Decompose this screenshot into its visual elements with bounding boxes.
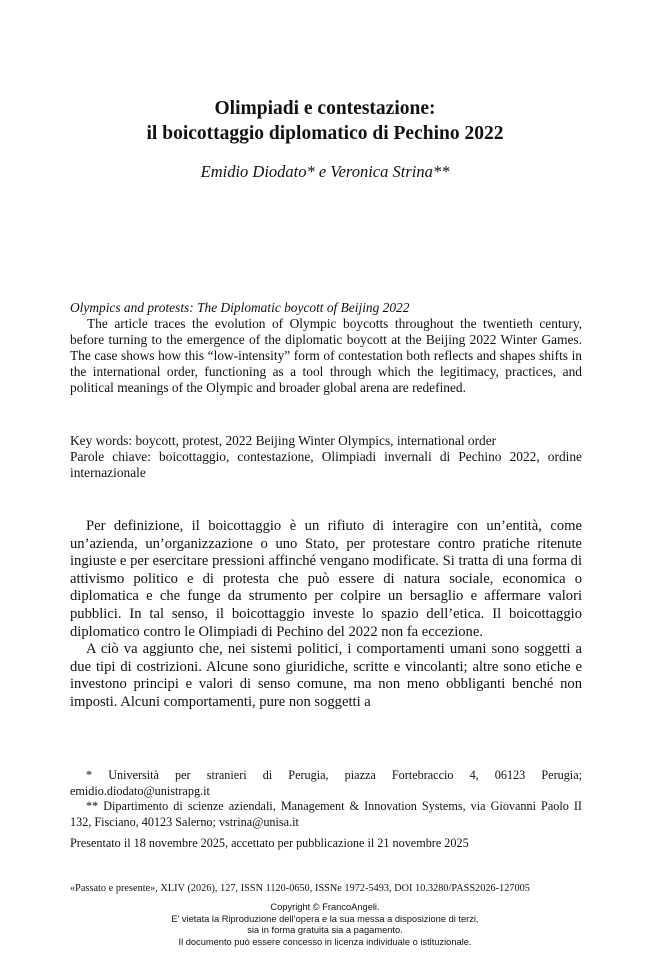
footnote-1: * Università per stranieri di Perugia, piazza Fortebraccio 4, 06123 Perugia; emidio.diodato@unistrapg.it: [70, 768, 582, 798]
author-line: [0, 162, 650, 182]
keywords-italian: Parole chiave: boicottaggio, contestazione, Olimpiadi invernali di Pechino 2022, ordine internazionale: [70, 449, 582, 480]
copyright-line-1: Copyright © FrancoAngeli.: [270, 902, 380, 912]
title-line-2: il boicottaggio diplomatico di Pechino 2022: [146, 123, 504, 144]
author-name-1: Emidio Diodato: [200, 162, 307, 181]
footnote-2: ** Dipartimento di scienze aziendali, Management & Innovation Systems, via Giovanni Paolo II 132, Fisciano, 40123 Salerno; vstrina@unisa.it: [70, 799, 582, 829]
body-paragraph-1: Per definizione, il boicottaggio è un rifiuto di interagire con un’entità, come un’azienda, un’organizzazione o uno Stato, per protestare contro pratiche ritenute ingiuste e per esercitare pressioni affinché vengano modificate. Si tratta di una forma di attivismo politico e di protesta che può essere di natura sociale, economica o diplomatica e che funge da strumento per colpire un bersaglio e affermare valori pubblici. In tal senso, il boicottaggio investe lo spazio dell’etica. Il boicottaggio diplomatico contro le Olimpiadi di Pechino del 2022 non fa eccezione.: [70, 518, 582, 640]
footnotes: [70, 768, 582, 830]
author-conjunction: e: [318, 162, 327, 181]
author-footnote-mark-1[interactable]: *: [306, 162, 315, 181]
article-body: [70, 518, 582, 736]
submission-dates: Presentato il 18 novembre 2025, accettato per pubblicazione il 21 novembre 2025: [70, 836, 469, 850]
copyright-notice: [0, 902, 650, 948]
article-title: [0, 96, 650, 146]
abstract-title: Olympics and protests: The Diplomatic boycott of Beijing 2022: [70, 300, 410, 315]
author-footnote-mark-2[interactable]: **: [432, 162, 450, 181]
abstract-body: The article traces the evolution of Olympic boycotts throughout the twentieth century, before turning to the emergence of the diplomatic boycott at the Beijing 2022 Winter Games. The case shows how this “low-intensity” form of contestation both reflects and shapes shifts in the international order, functioning as a tool through which the legitimacy, practices, and political meanings of the Olympic and broader global arena are redefined.: [70, 316, 582, 395]
body-paragraph-2: A ciò va aggiunto che, nei sistemi politici, i comportamenti umani sono soggetti a due tipi di costrizioni. Alcune sono giuridiche, scritte e vincolanti; altre sono etiche e investono principi e valori di senso comune, ma non meno obbliganti benché non imposti. Alcuni comportamenti, pure non soggetti a: [70, 641, 582, 710]
copyright-line-2: E’ vietata la Riproduzione dell’opera e la sua messa a disposizione di terzi,: [171, 913, 479, 924]
journal-citation: «Passato e presente», XLIV (2026), 127, ISSN 1120-0650, ISSNe 1972-5493, DOI 10.3280/PASS2026-127005: [70, 883, 530, 894]
copyright-line-3: sia in forma gratuita sia a pagamento.: [247, 925, 403, 935]
author-name-2: Veronica Strina: [330, 162, 433, 181]
keywords: [70, 433, 582, 481]
title-line-1: Olimpiadi e contestazione:: [214, 98, 436, 119]
keywords-english: Key words: boycott, protest, 2022 Beijing Winter Olympics, international order: [70, 433, 497, 448]
copyright-line-4: Il documento può essere concesso in licenza individuale o istituzionale.: [178, 936, 472, 947]
abstract: [70, 300, 582, 396]
